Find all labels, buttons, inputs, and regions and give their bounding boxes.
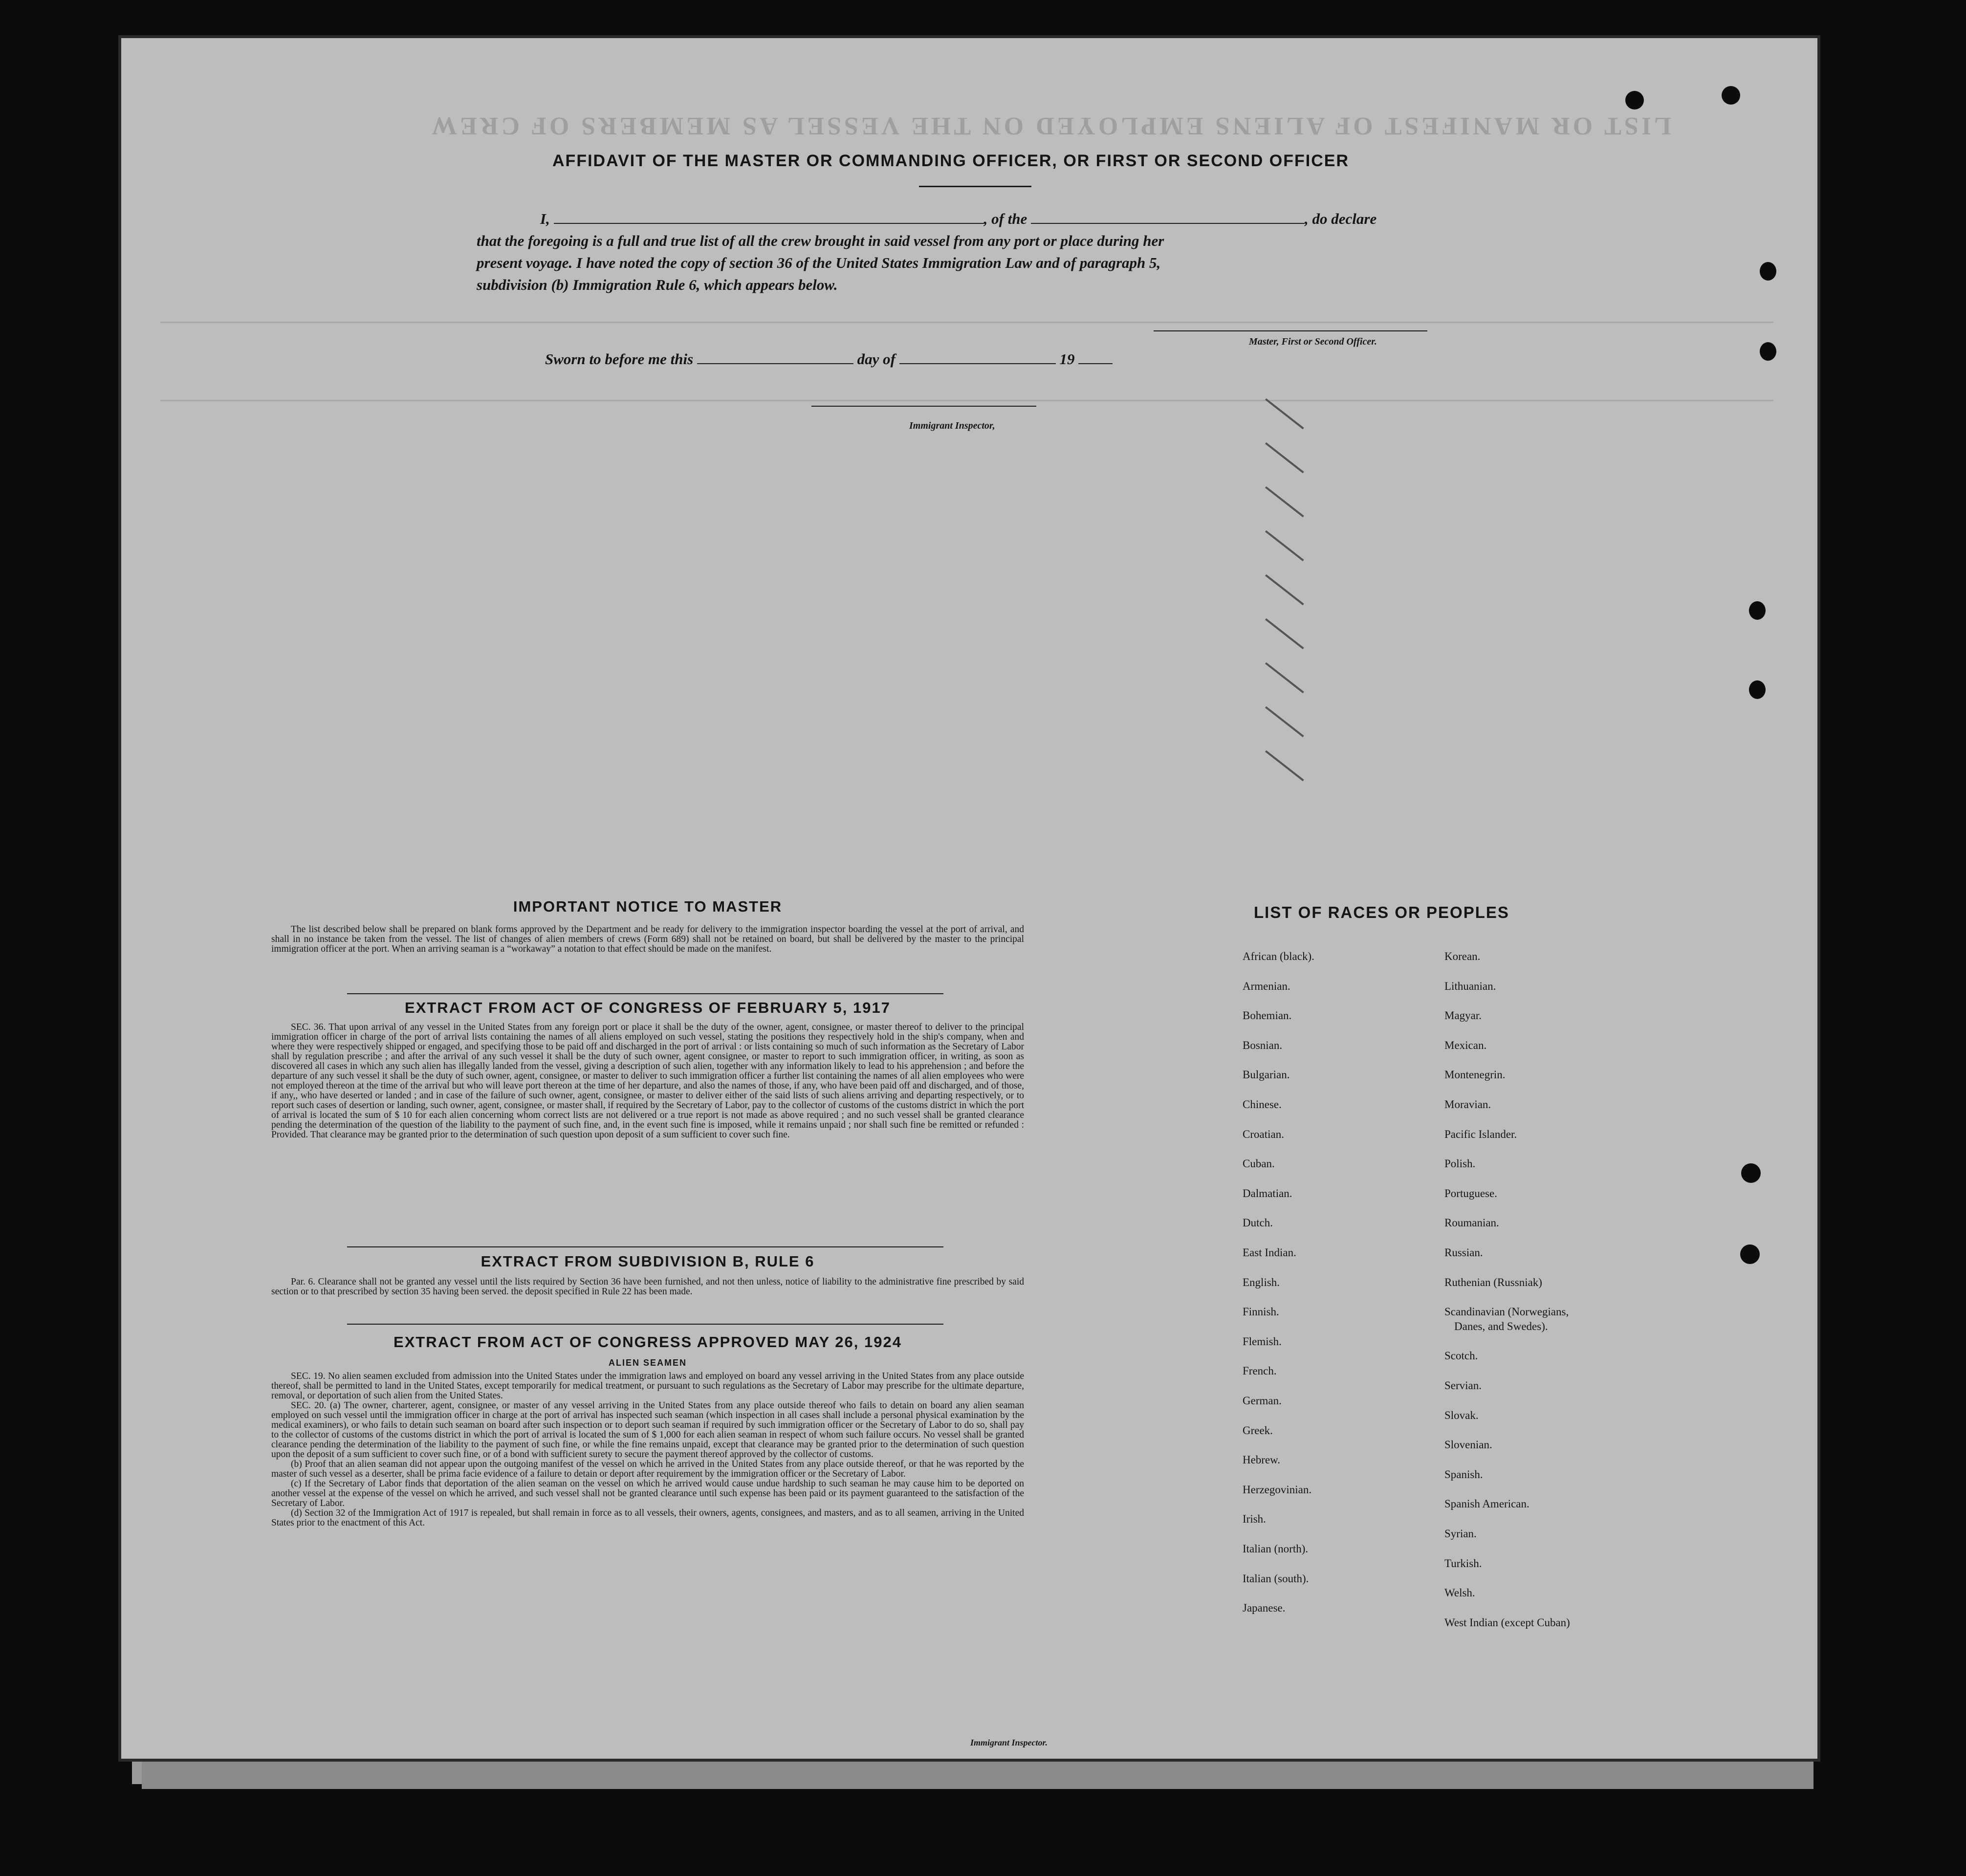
race-item: French. (1243, 1365, 1277, 1377)
punch-hole (1625, 91, 1644, 109)
affidavit-text (477, 208, 1422, 296)
section-19-paragraph: SEC. 19. No alien seamen excluded from admission into the United States under the immigration laws and employed on board any vessel arriving in the United States from any place outside thereof, shall be permitted to land in the United States, except temporarily for medical treatment, or pursuant to such regulations as the Secretary of Labor may prescribe for the ultimate departure, removal, or deportation of such alien from the United States. (271, 1371, 1024, 1401)
extract-rule6-rule (347, 1246, 943, 1247)
race-item: Welsh. (1444, 1587, 1475, 1599)
bleed-through-rule (160, 400, 1773, 401)
race-item: Spanish American. (1444, 1498, 1529, 1510)
race-item: Flemish. (1243, 1335, 1282, 1348)
race-item: German. (1243, 1395, 1282, 1407)
affidavit-line-4: subdivision (b) Immigration Rule 6, which appears below. (477, 276, 838, 293)
notice-text (271, 925, 1024, 954)
race-item: Chinese. (1243, 1098, 1282, 1111)
race-item: Scotch. (1444, 1350, 1478, 1362)
sworn-day-blank[interactable] (697, 349, 853, 364)
master-name-blank[interactable] (554, 209, 984, 224)
affidavit-i: I, (540, 210, 550, 227)
slash-mark (1265, 398, 1304, 429)
section-20c-paragraph: (c) If the Secretary of Labor finds that deportation of the alien seaman on the vessel on which he arrived would cause undue hardship to such seaman he may cause him to be deported on another vessel at the expense of the vessel on which he arrived, and such vessel shall not be granted clearance until such expense has been paid or its payment guaranteed to the satisfaction of the Secretary of Labor. (271, 1479, 1024, 1508)
punch-hole (1740, 1244, 1760, 1264)
race-item: Lithuanian. (1444, 980, 1496, 992)
section-20b-paragraph: (b) Proof that an alien seaman did not appear upon the outgoing manifest of the vessel on which he arrived in the United States from any place outside thereof, or that he was reported by the master of such vessel as a deserter, shall be prima facie evidence of a failure to detain or deport after requirement by the immigration officer or the Secretary of Labor. (271, 1459, 1024, 1479)
extract-1917-rule (347, 993, 943, 994)
of-the-label: , of the (983, 210, 1027, 227)
affidavit-title: AFFIDAVIT OF THE MASTER OR COMMANDING OFFICER, OR FIRST OR SECOND OFFICER (552, 152, 1349, 170)
race-item: Dalmatian. (1243, 1187, 1292, 1200)
race-item: Italian (north). (1243, 1543, 1309, 1555)
extract-rule6-text (271, 1277, 1024, 1297)
race-item: Turkish. (1444, 1557, 1482, 1570)
race-item: Italian (south). (1243, 1572, 1309, 1585)
sworn-line (545, 348, 1180, 370)
race-item: Greek. (1243, 1424, 1273, 1437)
race-item: Spanish. (1444, 1468, 1483, 1481)
section-20d-paragraph: (d) Section 32 of the Immigration Act of 1917 is repealed, but shall remain in force as to all vessels, their owners, agents, consignees, and masters, and as to all seamen, arriving in the United States prior to the enactment of this Act. (271, 1508, 1024, 1528)
affidavit-line-3: present voyage. I have noted the copy of section 36 of the United States Immigration Law and of paragraph 5, (477, 254, 1161, 271)
extract-rule6-heading: EXTRACT FROM SUBDIVISION B, RULE 6 (481, 1253, 815, 1270)
race-item: Russian. (1444, 1246, 1483, 1259)
race-item: Hebrew. (1243, 1454, 1281, 1466)
signature-line (1154, 330, 1427, 331)
bleed-through-heading: LIST OR MANIFEST OF ALIENS EMPLOYED ON THE VESSEL AS MEMBERS OF CREW (429, 112, 1671, 140)
race-item: Dutch. (1243, 1217, 1273, 1229)
race-item: Croatian. (1243, 1128, 1284, 1140)
slash-mark (1265, 662, 1304, 693)
punch-hole (1749, 601, 1766, 620)
race-item: Finnish. (1243, 1306, 1279, 1318)
races-heading: LIST OF RACES OR PEOPLES (1254, 903, 1509, 921)
slash-mark (1265, 618, 1304, 649)
slash-mark (1265, 442, 1304, 473)
vessel-name-blank[interactable] (1031, 209, 1305, 224)
punch-hole (1760, 342, 1776, 361)
race-item: Magyar. (1444, 1009, 1482, 1022)
punch-hole (1741, 1163, 1761, 1183)
punch-hole (1749, 680, 1766, 699)
race-item: Irish. (1243, 1513, 1266, 1526)
day-of-label: day of (857, 350, 896, 368)
race-item: Portuguese. (1444, 1187, 1497, 1200)
signature-label: Master, First or Second Officer. (1249, 336, 1377, 347)
race-item: Japanese. (1243, 1602, 1286, 1614)
sworn-text: Sworn to before me this (545, 350, 694, 368)
year-label: 19 (1059, 350, 1075, 368)
underlying-sheet-edge-2 (142, 1760, 1813, 1789)
race-item: Scandinavian (Norwegians, (1444, 1306, 1569, 1318)
race-item: West Indian (except Cuban) (1444, 1616, 1570, 1629)
race-item: Cuban. (1243, 1157, 1275, 1170)
bleed-through-rule (160, 322, 1773, 323)
slash-mark (1265, 706, 1304, 737)
punch-hole (1722, 86, 1740, 105)
extract-1924-heading: EXTRACT FROM ACT OF CONGRESS APPROVED MAY 26, 1924 (393, 1333, 902, 1351)
affidavit-line-1 (477, 208, 1422, 230)
affidavit-line-2: that the foregoing is a full and true list of all the crew brought in said vessel from any port or place during her (477, 232, 1164, 249)
race-item: Syrian. (1444, 1527, 1477, 1540)
section-20a-paragraph: SEC. 20. (a) The owner, charterer, agent, consignee, or master of any vessel arriving in the United States from any place outside thereof who fails to detain on board any alien seaman employed on such vessel until the immigration officer in charge at the port of arrival has inspected such seaman (which inspection in all cases shall include a personal physical examination by the medical examiners), or who fails to detain such seaman on board after such inspection or to deport such seaman if required by such immigration officer or the Secretary of Labor to do so, shall pay to the collector of customs of the customs district in which the port of arrival is located the sum of $ 1,000 for each alien seaman in respect of whom such failure occurs. No vessel shall be granted clearance pending the determination of the liability to the payment of such fine, or while the fine remains unpaid, except that clearance may be granted prior to the determination of such question upon the deposit of a sum sufficient to cover such fine, or of a bond with sufficient surety to secure the payment thereof approved by the collector of customs. (271, 1400, 1024, 1460)
alien-seamen-heading: ALIEN SEAMEN (608, 1358, 687, 1368)
race-item: East Indian. (1243, 1246, 1296, 1259)
race-item: Armenian. (1243, 980, 1290, 992)
race-item: Korean. (1444, 950, 1481, 962)
race-item: Bulgarian. (1243, 1069, 1290, 1081)
race-item: Slovenian. (1444, 1439, 1492, 1451)
sworn-year-blank[interactable] (1078, 349, 1113, 364)
race-item: African (black). (1243, 950, 1314, 962)
bottom-inspector-label: Immigrant Inspector. (970, 1738, 1048, 1747)
race-item: Herzegovinian. (1243, 1483, 1312, 1496)
race-item: Polish. (1444, 1157, 1476, 1170)
extract-1924-rule (347, 1324, 943, 1325)
inspector-line (811, 406, 1036, 407)
notice-heading: IMPORTANT NOTICE TO MASTER (513, 898, 783, 915)
slash-mark (1265, 750, 1304, 781)
race-item: English. (1243, 1276, 1280, 1288)
race-item: Mexican. (1444, 1039, 1487, 1051)
race-item: Pacific Islander. (1444, 1128, 1517, 1140)
race-item: Roumanian. (1444, 1217, 1499, 1229)
extract-1917-heading: EXTRACT FROM ACT OF CONGRESS OF FEBRUARY 5, 1917 (405, 999, 891, 1016)
slash-mark (1265, 574, 1304, 605)
do-declare-label: , do declare (1305, 210, 1377, 227)
race-item: Servian. (1444, 1379, 1482, 1392)
title-underline (919, 186, 1031, 187)
punch-hole (1760, 262, 1776, 281)
race-item: Montenegrin. (1444, 1069, 1506, 1081)
race-item: Danes, and Swedes). (1454, 1320, 1548, 1332)
extract-1924-text (271, 1372, 1024, 1528)
slash-mark (1265, 486, 1304, 517)
race-item: Slovak. (1444, 1409, 1479, 1421)
extract-1917-text (271, 1023, 1024, 1140)
race-item: Bosnian. (1243, 1039, 1283, 1051)
race-item: Bohemian. (1243, 1009, 1292, 1022)
section-36-paragraph: SEC. 36. That upon arrival of any vessel in the United States from any foreign port or place it shall be the duty of the owner, agent, consignee, or master thereof to deliver to the principal immigration officer in charge of the port of arrival lists containing the names of all aliens employed on such vessel, stating the positions they respectively hold in the ship's company, when and where they were respectively shipped or engaged, and specifying those to be paid off and discharged in the port of arrival : or lists containing so much of such information as the Secretary of Labor shall by regulation prescribe ; and after the arrival of any such vessel it shall be the duty of such owner, agent consignee, or master to report to such immigration officer, in writing, as soon as discovered all cases in which any such alien has illegally landed from the vessel, giving a description of such alien, together with any information likely to lead to his apprehension ; and before the departure of any such vessel it shall be the duty of such owner, agent, consignee, or master to deliver to such immigration officer a further list containing the names of all alien employees who were not employed thereon at the time of the arrival but who will leave port thereon at the time of her departure, and also the names of those, if any, who have been paid off and discharged, and of those, if any,, who have deserted or landed ; and in case of the failure of such owner, agent, consignee, or master to deliver either of the said lists of such aliens arriving and departing respectively, or to report such cases of desertion or landing, such owner, agent, consignee, or master shall, if required by the Secretary of Labor, pay to the collector of customs of the customs district in which the port of arrival is located the sum of $ 10 for each alien concerning whom correct lists are not delivered or a true report is not made as above required ; and no such vessel shall be granted clearance pending the determination of the question of the liability to the payment of such fine, and, in the event such fine is imposed, while it remains unpaid ; nor shall such fine be remitted or refunded : Provided. That clearance may be granted prior to the determination of such question upon deposit of a sum sufficient to cover such fine. (271, 1022, 1024, 1140)
race-item: Moravian. (1444, 1098, 1491, 1111)
rule-6-paragraph: Par. 6. Clearance shall not be granted any vessel until the lists required by Section 36 have been furnished, and not then unless, notice of liability to the administrative fine prescribed by said section or to that prescribed by section 35 having been served. the deposit specified in Rule 22 has been made. (271, 1277, 1024, 1297)
race-item: Ruthenian (Russniak) (1444, 1276, 1542, 1288)
sworn-month-blank[interactable] (899, 349, 1056, 364)
slash-mark (1265, 530, 1304, 561)
notice-paragraph: The list described below shall be prepared on blank forms approved by the Department and be ready for delivery to the immigration inspector boarding the vessel at the port of arrival, and shall in no instance be taken from the vessel. The list of changes of alien members of crews (Form 689) shall not be retained on board, but shall be delivered by the master to the principal immigration officer at the port. When an arriving seaman is a “workaway” a notation to that effect should be made on the manifest. (271, 924, 1024, 954)
inspector-label: Immigrant Inspector, (909, 420, 995, 431)
